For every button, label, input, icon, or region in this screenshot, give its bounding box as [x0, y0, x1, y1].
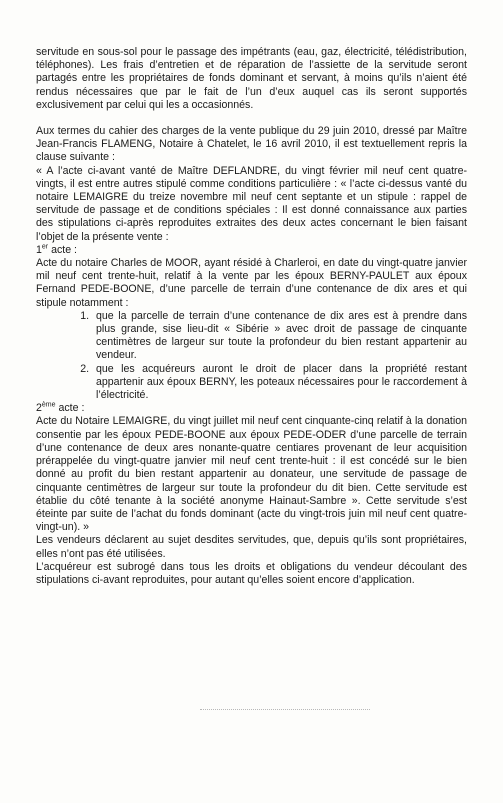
first-act-number: 1	[36, 243, 42, 256]
first-act-suffix: er	[41, 243, 49, 251]
second-act-label: acte :	[55, 402, 85, 415]
second-act-number: 2	[36, 402, 42, 415]
second-act-heading	[36, 402, 467, 415]
paragraph-cahier-des-charges: Aux termes du cahier des charges de la vente publique du 29 juin 2010, dressé par Maître Jean-Francis FLAMENG, Notaire à Chatelet, le 16 avril 2010, il est textuellement repris la clause suivante :	[36, 125, 467, 164]
paragraph-buyer-subrogation: L’acquéreur est subrogé dans tous les droits et obligations du vendeur découlant des stipulations ci-avant reproduites, pour autant qu’elles soient encore d’application.	[36, 560, 467, 586]
second-act-suffix: ème	[41, 401, 56, 409]
list-item: 2. que les acquéreurs auront le droit de placer dans la propriété restant appartenir aux époux BERNY, les poteaux nécessaires pour le raccordement à l’électricité.	[92, 363, 467, 403]
paragraph-servitude-costs: servitude en sous-sol pour le passage des impétrants (eau, gaz, électricité, télédistribution, téléphones). Les frais d’entretien et de réparation de l’assiette de la servitude seront partagés entre les propriétaires de fonds dominant et servant, à moins qu’ils n’aient été rendus nécessaires que par le fait de l’un d’eux auquel cas ils seront supportés exclusivement par celui qui les a occasionnés.	[36, 46, 467, 111]
paragraph-first-act: Acte du notaire Charles de MOOR, ayant résidé à Charleroi, en date du vingt-quatre janvier mil neuf cent trente-huit, relatif à la vente par les époux BERNY-PAULET aux époux Fernand PEDE-BOONE, d’une parcelle de terrain d’une contenance de dix ares et qui stipule notamment :	[36, 257, 467, 309]
list-item: 1. que la parcelle de terrain d’une contenance de dix ares est à prendre dans plus grande, sise lieu-dit « Sibérie » avec droit de passage de cinquante centimètres de largeur sur toute la profondeur du bien restant appartenir au vendeur.	[92, 310, 467, 363]
paragraph-second-act: Acte du Notaire LEMAIGRE, du vingt juillet mil neuf cent cinquante-cinq relatif à la donation consentie par les époux PEDE-BOONE aux époux PEDE-ODER d’une parcelle de terrain d’une contenance de deux ares nonante-quatre centiares provenant de leur acquisition prérappelée du vingt-quatre janvier mil neuf cent trente-huit : il est concédé sur le bien donné au profit du bien restant appartenir au donateur, une servitude de passage de cinquante centimètres de largeur sur toute la profondeur du dit bien. Cette servitude est établie du côté tenante à la société anonyme Hainaut-Sambre ». Cette servitude s’est éteinte par suite de l’achat du fonds dominant (acte du vingt-trois juin mil neuf cent quatre-vingt-un). »	[36, 415, 467, 534]
paragraph-quoted-clause: « A l’acte ci-avant vanté de Maître DEFLANDRE, du vingt février mil neuf cent quatre-vingts, il est entre autres stipulé comme conditions particulière : « l’acte ci-dessus vanté du notaire LEMAIGRE du treize novembre mil neuf cent septante et un stipule : rappel de servitude de passage et de conditions spéciales : Il est donné connaissance aux parties des stipulations ci-après reproduites extraites des deux actes concernant le bien faisant l’objet de la présente vente :	[36, 164, 467, 243]
stipulations-list	[36, 310, 467, 402]
scan-artifact-line	[200, 709, 370, 710]
paragraph-gap	[36, 112, 467, 125]
first-act-heading	[36, 244, 467, 257]
first-act-label: acte :	[48, 243, 77, 256]
paragraph-sellers-declaration: Les vendeurs déclarent au sujet desdites servitudes, que, depuis qu’ils sont propriétaires, elles n’ont pas été utilisées.	[36, 534, 467, 560]
